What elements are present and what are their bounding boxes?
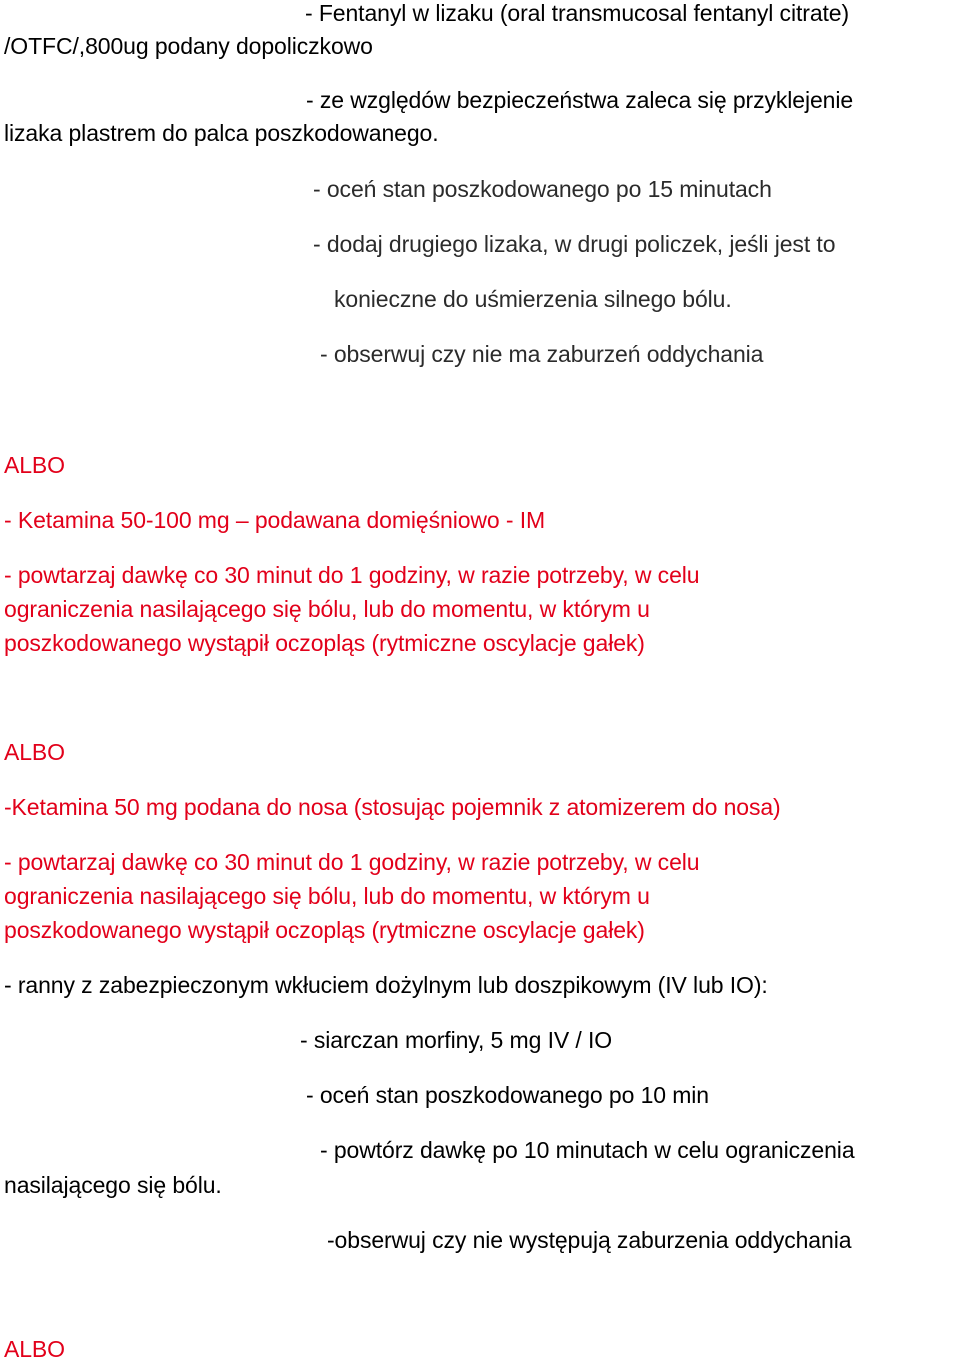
fentanyl-line-5: - oceń stan poszkodowanego po 15 minutach xyxy=(313,176,772,202)
iv-io-line-3: - powtórz dawkę po 10 minutach w celu ograniczenia xyxy=(320,1137,855,1163)
ketamine-in-line-1: -Ketamina 50 mg podana do nosa (stosując pojemnik z atomizerem do nosa) xyxy=(4,794,781,820)
ketamine-im-line-4: poszkodowanego wystąpił oczopląs (rytmiczne oscylacje gałek) xyxy=(4,630,645,656)
fentanyl-line-2: /OTFC/,800ug podany dopoliczkowo xyxy=(4,33,373,59)
ketamine-im-line-1: - Ketamina 50-100 mg – podawana domięśniowo - IM xyxy=(4,507,546,533)
fentanyl-line-8: - obserwuj czy nie ma zaburzeń oddychania xyxy=(320,341,764,367)
fentanyl-line-4: lizaka plastrem do palca poszkodowanego. xyxy=(4,120,439,146)
iv-io-line-4: nasilającego się bólu. xyxy=(4,1172,222,1198)
fentanyl-line-6: - dodaj drugiego lizaka, w drugi policzek, jeśli jest to xyxy=(313,231,836,257)
iv-io-line-5: -obserwuj czy nie występują zaburzenia oddychania xyxy=(327,1227,852,1253)
morphine-dose-line: - siarczan morfiny, 5 mg IV / IO xyxy=(300,1027,613,1053)
albo-separator-1: ALBO xyxy=(4,452,65,478)
albo-separator-3: ALBO xyxy=(4,1336,65,1362)
iv-io-line-2: - oceń stan poszkodowanego po 10 min xyxy=(306,1082,709,1108)
ketamine-in-line-2: - powtarzaj dawkę co 30 minut do 1 godziny, w razie potrzeby, w celu xyxy=(4,849,700,875)
ketamine-im-line-2: - powtarzaj dawkę co 30 minut do 1 godziny, w razie potrzeby, w celu xyxy=(4,562,700,588)
ketamine-im-line-3: ograniczenia nasilającego się bólu, lub do momentu, w którym u xyxy=(4,596,650,622)
fentanyl-line-1: - Fentanyl w lizaku (oral transmucosal fentanyl citrate) xyxy=(305,0,850,26)
fentanyl-line-3: - ze względów bezpieczeństwa zaleca się przyklejenie xyxy=(306,87,854,113)
ketamine-in-line-3: ograniczenia nasilającego się bólu, lub do momentu, w którym u xyxy=(4,883,650,909)
fentanyl-line-7: konieczne do uśmierzenia silnego bólu. xyxy=(334,286,732,312)
iv-io-header: - ranny z zabezpieczonym wkłuciem dożylnym lub doszpikowym (IV lub IO): xyxy=(4,972,768,998)
ketamine-in-line-4: poszkodowanego wystąpił oczopląs (rytmiczne oscylacje gałek) xyxy=(4,917,645,943)
albo-separator-2: ALBO xyxy=(4,739,65,765)
